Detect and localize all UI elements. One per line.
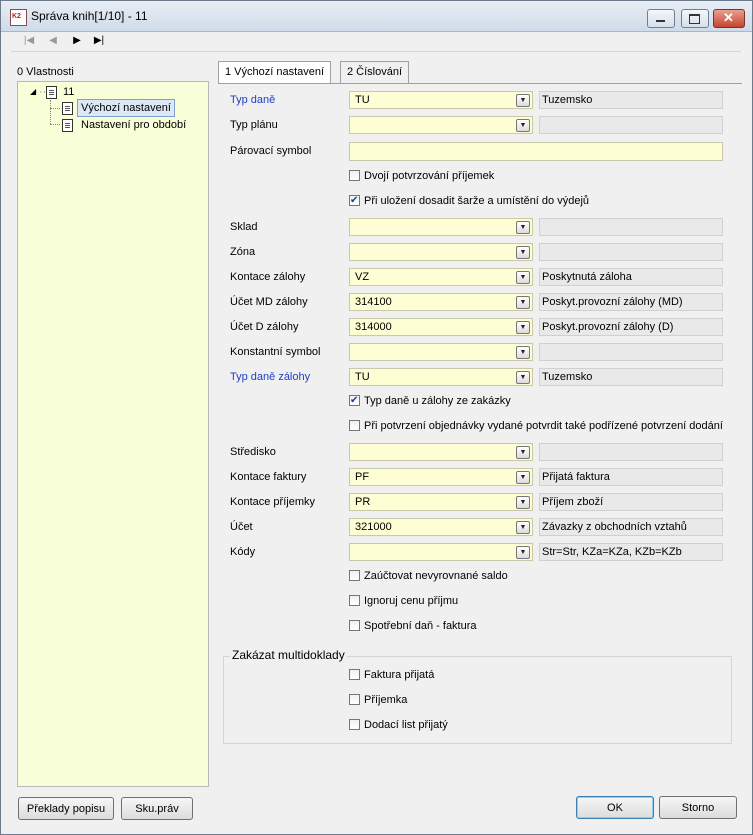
maximize-button[interactable]	[681, 9, 709, 28]
typ-dane-zalohy-select[interactable]	[349, 368, 533, 386]
settings-document-icon	[62, 102, 73, 115]
zona-select[interactable]	[349, 243, 533, 261]
chevron-down-icon[interactable]: ▼	[516, 446, 530, 459]
checkbox-label: Při uložení dosadit šarže a umístění do výdejů	[364, 195, 590, 207]
tree-label: 0 Vlastnosti	[17, 66, 74, 78]
checkbox-label: Příjemka	[364, 694, 408, 706]
chevron-down-icon[interactable]: ▼	[516, 94, 530, 107]
window-title: Správa knih[1/10] - 11	[31, 9, 148, 23]
tree-item-label: Nastavení pro období	[81, 119, 187, 131]
group-title: Zakázat multidoklady	[232, 648, 345, 662]
typ-dane-zalohy-value: TU	[355, 371, 370, 383]
checkbox-box[interactable]	[349, 395, 360, 406]
ok-button[interactable]: OK	[576, 796, 654, 819]
chevron-down-icon[interactable]: ▼	[516, 119, 530, 132]
ucet-d-zalohy-description	[539, 318, 723, 336]
app-badge: K2	[12, 13, 21, 20]
kontace-zalohy-label: Kontace zálohy	[230, 271, 306, 283]
tab-divider	[218, 83, 742, 84]
ucet-md-zalohy-label: Účet MD zálohy	[230, 296, 308, 308]
typ-dane-label: Typ daně	[230, 94, 276, 106]
checkbox-label: Zaúčtovat nevyrovnané saldo	[364, 570, 508, 582]
checkbox-box[interactable]	[349, 694, 360, 705]
chevron-down-icon[interactable]: ▼	[516, 221, 530, 234]
zona-description	[539, 243, 723, 261]
tree-connector	[50, 100, 51, 124]
checkbox-box[interactable]	[349, 570, 360, 581]
ucet-d-zalohy-select[interactable]	[349, 318, 533, 336]
ucet-desc: Závazky z obchodních vztahů	[542, 521, 687, 533]
kontace-prijemky-label: Kontace příjemky	[230, 496, 315, 508]
typ-planu-description	[539, 116, 723, 134]
ucet-d-zalohy-value: 314000	[355, 321, 392, 333]
typ-planu-select[interactable]	[349, 116, 533, 134]
kontace-faktury-select[interactable]	[349, 468, 533, 486]
checkbox-label: Při potvrzení objednávky vydané potvrdit také podřízené potvrzení dodání	[364, 420, 723, 432]
ucet-description	[539, 518, 723, 536]
checkbox-box[interactable]	[349, 719, 360, 730]
tree-root-label: 11	[63, 86, 75, 98]
checkbox-label: Dvojí potvrzování příjemek	[364, 170, 495, 182]
checkbox-box[interactable]	[349, 595, 360, 606]
document-icon	[46, 86, 57, 99]
kontace-prijemky-description	[539, 493, 723, 511]
checkbox-label: Typ daně u zálohy ze zakázky	[364, 395, 511, 407]
kontace-faktury-label: Kontace faktury	[230, 471, 307, 483]
ucet-d-zalohy-label: Účet D zálohy	[230, 321, 299, 333]
konstantni-symbol-select[interactable]	[349, 343, 533, 361]
last-record-icon[interactable]: ▶|	[93, 35, 105, 46]
kontace-faktury-value: PF	[355, 471, 370, 483]
checkbox-box[interactable]	[349, 420, 360, 431]
chevron-down-icon[interactable]: ▼	[516, 321, 530, 334]
chevron-down-icon[interactable]: ▼	[516, 371, 530, 384]
ucet-md-zalohy-value: 314100	[355, 296, 392, 308]
close-icon: ✕	[723, 10, 734, 25]
checkbox-label: Faktura přijatá	[364, 669, 435, 681]
navigation-toolbar	[11, 33, 741, 51]
konstantni-symbol-description	[539, 343, 723, 361]
chevron-down-icon[interactable]: ▼	[516, 271, 530, 284]
kontace-zalohy-value: VZ	[355, 271, 370, 283]
typ-dane-desc: Tuzemsko	[542, 94, 593, 106]
chevron-down-icon[interactable]: ▼	[516, 246, 530, 259]
typ-planu-label: Typ plánu	[230, 119, 278, 131]
ucet-label: Účet	[230, 521, 253, 533]
tree-connector	[50, 108, 60, 109]
stredisko-label: Středisko	[230, 446, 276, 458]
sku-prav-button[interactable]: Sku.práv	[121, 797, 193, 820]
collapse-icon[interactable]: ◢	[30, 87, 37, 96]
kontace-faktury-desc: Přijatá faktura	[542, 471, 610, 483]
checkbox-label: Dodací list přijatý	[364, 719, 448, 731]
chevron-down-icon[interactable]: ▼	[516, 346, 530, 359]
typ-dane-value: TU	[355, 94, 370, 106]
first-record-icon[interactable]: |◀	[23, 35, 35, 46]
typ-dane-select[interactable]	[349, 91, 533, 109]
typ-dane-zalohy-label: Typ daně zálohy	[230, 371, 311, 383]
chevron-down-icon[interactable]: ▼	[516, 296, 530, 309]
tree-item-label: Výchozí nastavení	[77, 99, 175, 117]
maximize-icon	[689, 14, 700, 24]
parovaci-symbol-label: Párovací symbol	[230, 145, 312, 157]
kontace-prijemky-select[interactable]	[349, 493, 533, 511]
checkbox-label: Spotřební daň - faktura	[364, 620, 477, 632]
close-button[interactable]	[713, 9, 745, 28]
kody-description	[539, 543, 723, 561]
typ-dane-description	[539, 91, 723, 109]
kontace-zalohy-desc: Poskytnutá záloha	[542, 271, 632, 283]
tab-vychozi-nastaveni[interactable]: 1 Výchozí nastavení	[218, 61, 331, 84]
toolbar-divider	[11, 51, 741, 52]
kontace-faktury-description	[539, 468, 723, 486]
typ-dane-zalohy-description	[539, 368, 723, 386]
settings-document-icon	[62, 119, 73, 132]
typ-dane-zalohy-desc: Tuzemsko	[542, 371, 593, 383]
ucet-select[interactable]	[349, 518, 533, 536]
stredisko-description	[539, 443, 723, 461]
next-record-icon[interactable]: ▶	[73, 35, 81, 46]
checkbox-box[interactable]	[349, 170, 360, 181]
tab-cislovani[interactable]: 2 Číslování	[340, 61, 409, 83]
kody-label: Kódy	[230, 546, 256, 558]
ucet-md-zalohy-desc: Poskyt.provozní zálohy (MD)	[542, 296, 683, 308]
kody-desc: Str=Str, KZa=KZa, KZb=KZb	[542, 546, 682, 558]
kontace-prijemky-desc: Příjem zboží	[542, 496, 604, 508]
previous-record-icon[interactable]: ◀	[49, 35, 57, 46]
sklad-label: Sklad	[230, 221, 258, 233]
sklad-select[interactable]	[349, 218, 533, 236]
parovaci-symbol-input[interactable]	[349, 142, 723, 161]
stredisko-select[interactable]	[349, 443, 533, 461]
tree-dots: ··	[39, 86, 47, 98]
title-bar[interactable]	[1, 1, 752, 32]
konstantni-symbol-label: Konstantní symbol	[230, 346, 321, 358]
ucet-md-zalohy-select[interactable]	[349, 293, 533, 311]
zona-label: Zóna	[230, 246, 256, 258]
ucet-md-zalohy-description	[539, 293, 723, 311]
chevron-down-icon[interactable]: ▼	[516, 521, 530, 534]
checkbox-box[interactable]	[349, 620, 360, 631]
minimize-button[interactable]	[647, 9, 675, 28]
kody-select[interactable]	[349, 543, 533, 561]
chevron-down-icon[interactable]: ▼	[516, 471, 530, 484]
kontace-zalohy-description	[539, 268, 723, 286]
tree-connector	[50, 124, 60, 125]
ucet-d-zalohy-desc: Poskyt.provozní zálohy (D)	[542, 321, 674, 333]
preklady-popisu-button[interactable]: Překlady popisu	[18, 797, 114, 820]
properties-tree[interactable]	[17, 81, 209, 787]
kontace-zalohy-select[interactable]	[349, 268, 533, 286]
kontace-prijemky-value: PR	[355, 496, 371, 508]
checkbox-box[interactable]	[349, 195, 360, 206]
minimize-icon	[656, 20, 665, 22]
storno-button[interactable]: Storno	[659, 796, 737, 819]
ucet-value: 321000	[355, 521, 392, 533]
chevron-down-icon[interactable]: ▼	[516, 496, 530, 509]
checkbox-label: Ignoruj cenu příjmu	[364, 595, 459, 607]
zakazat-multidoklady-group	[223, 656, 732, 744]
app-icon	[10, 9, 27, 26]
sklad-description	[539, 218, 723, 236]
checkbox-box[interactable]	[349, 669, 360, 680]
chevron-down-icon[interactable]: ▼	[516, 546, 530, 559]
